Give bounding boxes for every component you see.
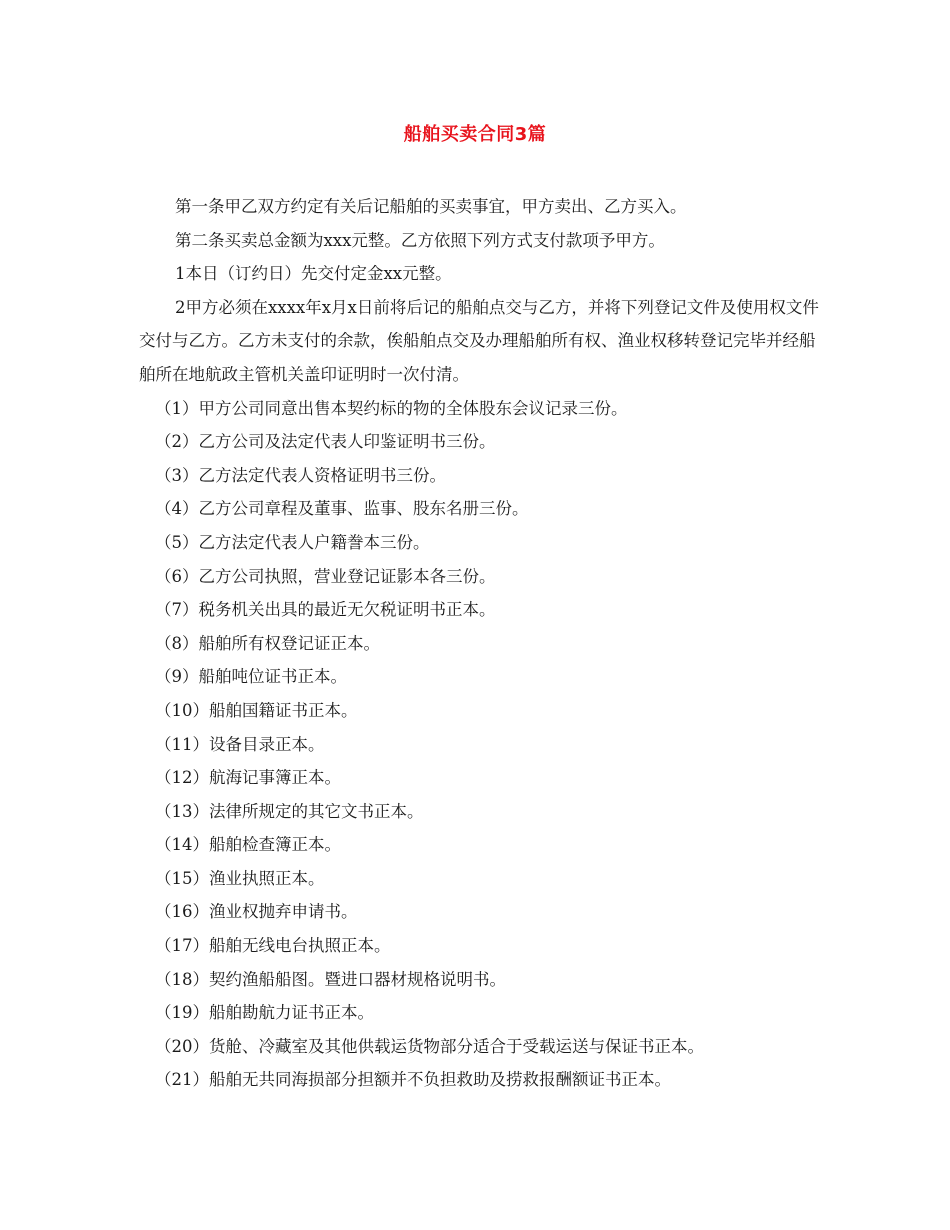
paragraph-article-1: 第一条甲乙双方约定有关后记船舶的买卖事宜，甲方卖出、乙方买入。 [175, 197, 687, 216]
document-list [139, 392, 819, 1097]
list-item: （18）契约渔船船图。暨进口器材规格说明书。 [155, 969, 506, 989]
list-item: （10）船舶国籍证书正本。 [155, 700, 358, 720]
list-item: （15）渔业执照正本。 [155, 868, 325, 888]
list-item: （16）渔业权抛弃申请书。 [155, 902, 358, 922]
list-item: （2）乙方公司及法定代表人印鉴证明书三份。 [155, 432, 496, 452]
list-item: （4）乙方公司章程及董事、监事、股东名册三份。 [155, 499, 529, 519]
list-item: （1）甲方公司同意出售本契约标的物的全体股东会议记录三份。 [155, 398, 628, 418]
list-item: （9）船舶吨位证书正本。 [155, 667, 347, 687]
list-item: （7）税务机关出具的最近无欠税证明书正本。 [155, 600, 496, 620]
list-item: （19）船舶勘航力证书正本。 [155, 1003, 374, 1023]
document-title: 船舶买卖合同3篇 [403, 124, 547, 145]
list-item: （20）货舱、冷藏室及其他供载运货物部分适合于受载运送与保证书正本。 [155, 1036, 704, 1056]
list-item: （12）航海记事簿正本。 [155, 768, 341, 788]
list-item: （5）乙方法定代表人户籍誊本三份。 [155, 532, 430, 552]
paragraph-clause-2: 2甲方必须在xxxx年x月x日前将后记的船舶点交与乙方，并将下列登记文件及使用权文件交付与乙方。乙方未支付的余款，俟船舶点交及办理船舶所有权、渔业权移转登记完毕并经船舶所在地航政主管机关盖印证明时一次付清。 [139, 297, 819, 384]
list-item: （14）船舶检查簿正本。 [155, 835, 341, 855]
list-item: （21）船舶无共同海损部分担额并不负担救助及捞救报酬额证书正本。 [155, 1070, 671, 1090]
paragraph-clause-1: 1本日（订约日）先交付定金xx元整。 [175, 264, 452, 284]
list-item: （17）船舶无线电台执照正本。 [155, 936, 391, 956]
document-body [139, 190, 819, 1097]
list-item: （8）船舶所有权登记证正本。 [155, 633, 380, 653]
list-item: （13）法律所规定的其它文书正本。 [155, 801, 424, 821]
list-item: （3）乙方法定代表人资格证明书三份。 [155, 465, 446, 485]
paragraph-article-2: 第二条买卖总金额为xxx元整。乙方依照下列方式支付款项予甲方。 [175, 230, 665, 250]
list-item: （11）设备目录正本。 [155, 734, 325, 754]
list-item: （6）乙方公司执照，营业登记证影本各三份。 [155, 566, 496, 586]
